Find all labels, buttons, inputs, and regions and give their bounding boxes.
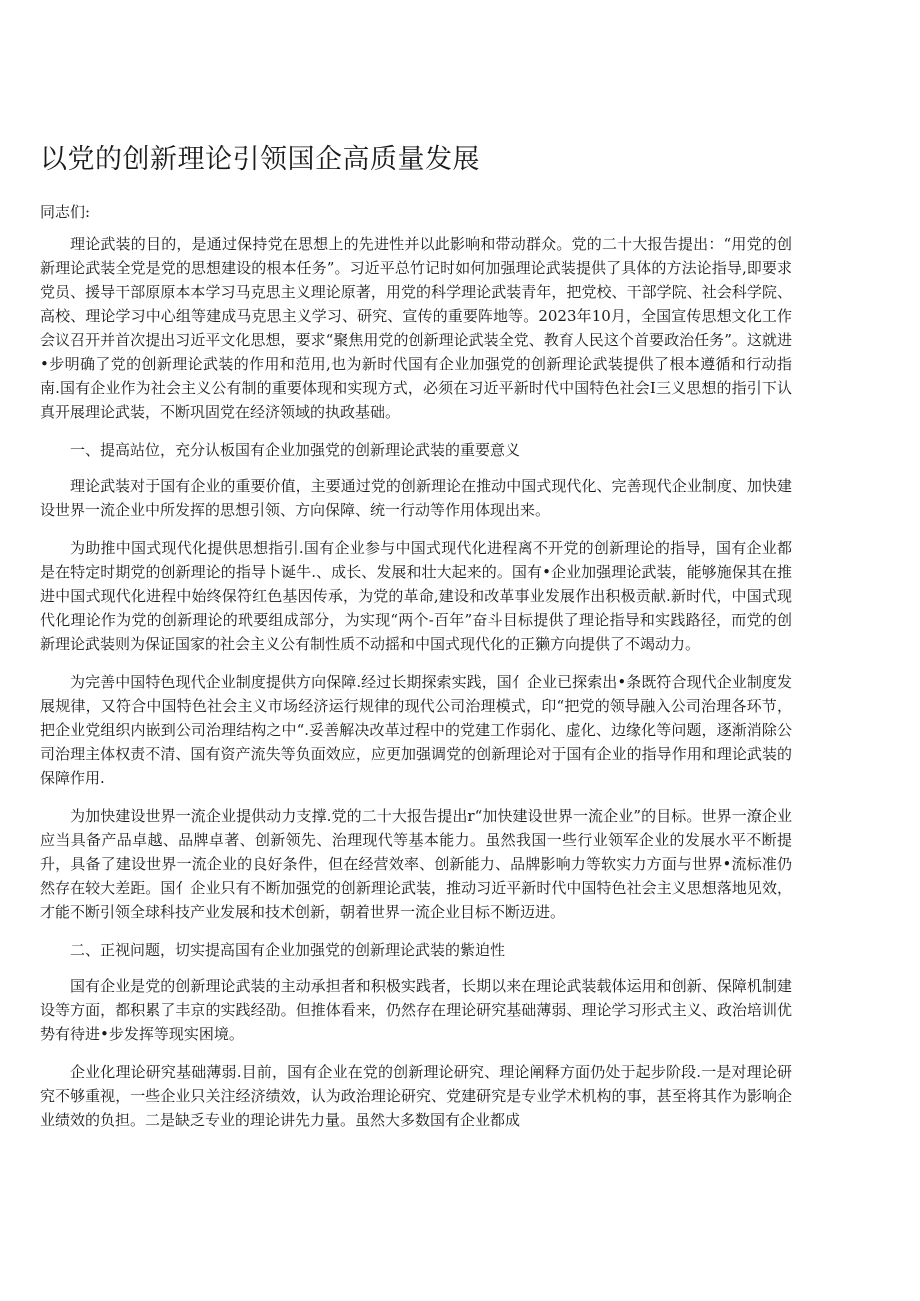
paragraph-section1-enterprise-system: 为完善中国特色现代企业制度提供方向保障.经过长期探索实践，国亻企业已探索出•条既符合现代企业制度发展规律，又符合中国特色社会主义市场经济运行规律的现代公司治理模式，印“把党的领导融入公司治理各环节，把企业党组织内嵌到公司治理结构之中“.妥善解决改革过程中的党建工作弱化、虚化、边缘化等问题，逐渐消除公司治理主体权责不清、国有资产流失等负面效应，应更加强调党的创新理论对于国有企业的指导作用和理论武装的保障作用. [40, 673, 792, 787]
section-heading-2: 二、正视问题，切实提高国有企业加强党的创新理论武装的紫迫性 [70, 941, 506, 959]
paragraph-section1-world-class: 为加快建设世界一流企业提供动力支撑.党的二十大报告提出r“加快建设世界一流企业”的目标。世界一潦企业应当具备产品卓越、品牌卓著、创新领先、治理现代等基本能力。虽然我国一些行业领军企业的发展水平不断提升，具备了建设世界一流企业的良好条件，但在经营效率、创新能力、品牌影响力等软实力方面与世界•流标准仍然存在较大差距。国亻企业只有不断加强党的创新理论武装，推动习近平新时代中国特色社会主义思想落地见效，才能不断引领全球科技产业发展和技术创新，朝着世界一流企业目标不断迈进。 [40, 807, 792, 921]
section-heading-1: 一、提高站位，充分认板国有企业加强党的创新理论武装的重要意义 [70, 441, 521, 459]
document-title: 以党的创新理论引领国企高质量发展 [40, 144, 480, 175]
paragraph-section1-modernization: 为助推中国式现代化提供思想指引.国有企业参与中国式现代化进程离不开党的创新理论的指导，国有企业都是在特定时期党的创新理论的指导卜诞牛.、成长、发展和壮大起来的。国有•企业加强理论武装，能够施保其在推进中国式现代化进程中始终保符红色基因传承，为党的革命,建设和改革事业发展作出积极贡献.新时代，中国式现代化理论作为党的创新理论的玳要组成部分，为实现“两个-百年”奋斗目标提供了理论指导和实践路径，而党的创新理论武装则为保证国家的社会主义公有制性质不动摇和中国式现代化的正獭方向提供了不竭动力。 [40, 539, 792, 653]
paragraph-intro: 理论武装的目的，是通过保持党在思想上的先进性并以此影响和带动群众。党的二十大报告提出：“用党的创新理论武装全党是党的思想建设的根本任务”。习近平总竹记时如何加强理论武装提供了具体的方法论指导,即要求党员、援导干部原原本本学习马克思主义理论原著，用党的科学理论武装青年，把党校、干部学院、社会科学院、高校、理论学习中心组等建成马克思主义学习、研究、宣传的重要阵地等。2023年10月，全国宣传思想文化工作会议召开并首次提出习近平文化思想，要求“聚焦用党的创新理论武装全党、教育人民这个首要政治任务”。这就进•步明确了党的创新理论武装的作用和范用,也为新时代国有企业加强党的创新理论武装提供了根本遵循和行动指南.国有企业作为社会主义公有制的重要体现和实现方式，必须在习近平新时代中国特色社会I三义思想的指引下认真开展理论武装，不断巩固党在经济领域的执政基础。 [40, 235, 792, 421]
salutation: 同志们: [40, 203, 91, 221]
paragraph-section2-overview: 国有企业是党的创新理论武装的主动承担者和积极实践者，长期以来在理论武装载体运用和创新、保障机制建设等方面，都积累了丰京的实践经劭。但推体看来，仍然存在理论研究基础薄弱、理论学习形式主义、政治培训优势有待进•步发挥等现实困境。 [40, 977, 792, 1043]
paragraph-section1-overview: 理论武装对于国有企业的重要价值，主要通过党的创新理论在推动中国式现代化、完善现代企业制度、加快建设世界一流企业中所发挥的思想引领、方向保障、统一行动等作用体现出来。 [40, 477, 792, 519]
paragraph-section2-research: 企业化理论研究基础薄弱.目前，国有企业在党的创新理论研究、理论阐释方面仍处于起步阶段.一是对理论研究不够重视，一些企业只关注经济绩效，认为政治理论研究、党建研究是专业学术机构的事，甚至将其作为影响企业绩效的负担。二是缺乏专业的理论讲先力量。虽然大多数国有企业都成 [40, 1063, 792, 1129]
document-body [40, 232, 792, 1146]
